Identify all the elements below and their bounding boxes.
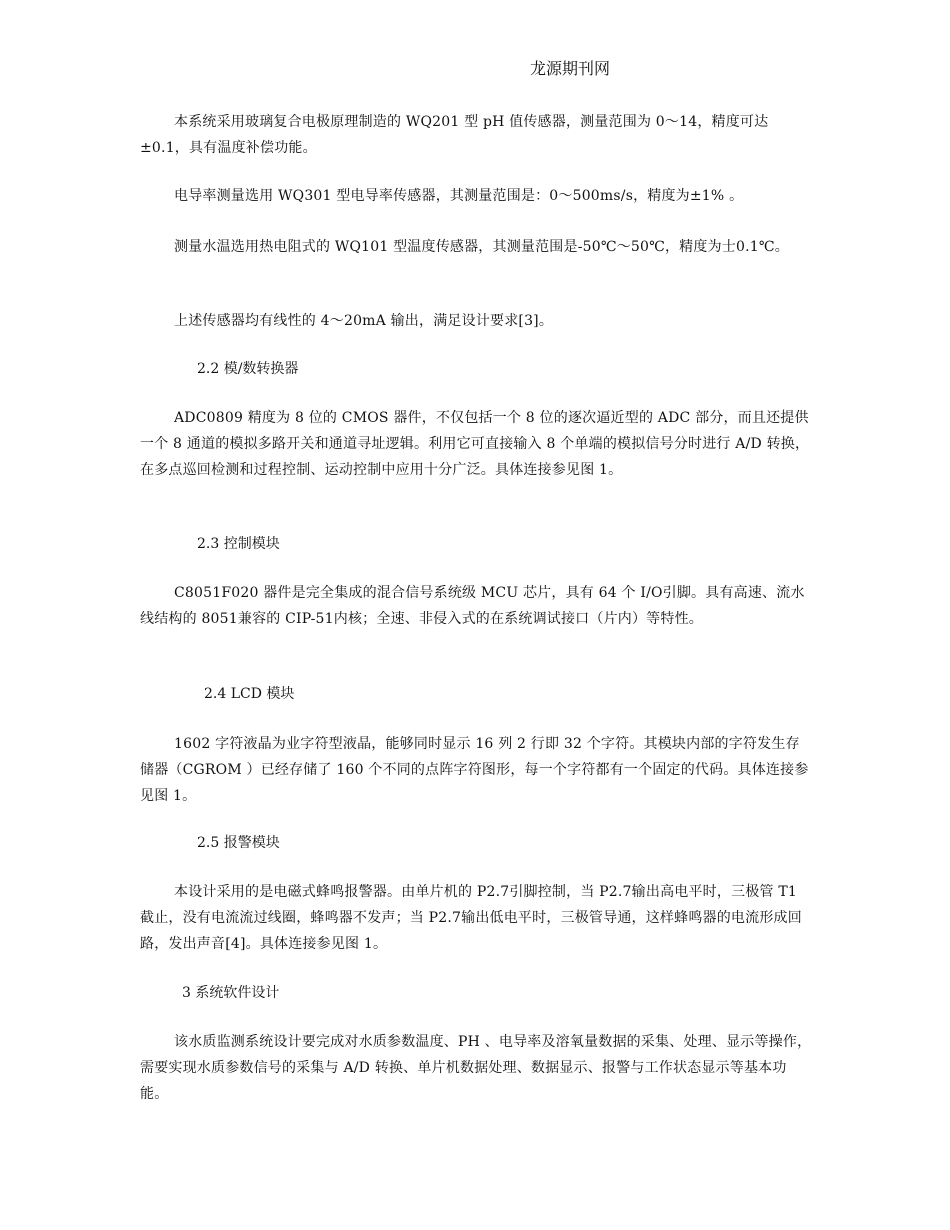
section-heading-software-design: 3 系统软件设计 <box>182 985 280 1001</box>
paragraph-adc0809: ADC0809 精度为 8 位的 CMOS 器件，不仅包括一个 8 位的逐次逼近型的 ADC 部分，而且还提供一个 8 通道的模拟多路开关和通道寻址逻辑。利用它可直接输入 8 个单端的模拟信号分时进行 A/D 转换，在多点巡回检测和过程控制、运动控制中应用十分广泛。具体连接参见图 1。 <box>140 410 810 478</box>
paragraph-sensor-output: 上述传感器均有线性的 4～20mA 输出，满足设计要求[3]。 <box>174 313 554 329</box>
paragraph-ph-sensor: 本系统采用玻璃复合电极原理制造的 WQ201 型 pH 值传感器，测量范围为 0～14，精度可达±0.1，具有温度补偿功能。 <box>140 114 769 156</box>
section-heading-lcd-module: 2.4 LCD 模块 <box>204 686 295 702</box>
paragraph-conductivity-sensor: 电导率测量选用 WQ301 型电导率传感器，其测量范围是：0～500ms/s，精度为±1% 。 <box>174 188 744 204</box>
paragraph-lcd1602: 1602 字符液晶为业字符型液晶，能够同时显示 16 列 2 行即 32 个字符。其模块内部的字符发生存储器（CGROM ）已经存储了 160 个不同的点阵字符图形，每一个字符都有一个固定的代码。具体连接参见图 1。 <box>140 736 809 804</box>
paragraph-temperature-sensor: 测量水温选用热电阻式的 WQ101 型温度传感器，其测量范围是-50℃～50℃，精度为士0.1℃。 <box>174 239 789 255</box>
paragraph-c8051f020: C8051F020 器件是完全集成的混合信号系统级 MCU 芯片，具有 64 个 I/O引脚。具有高速、流水线结构的 8051兼容的 CIP-51内核；全速、非侵入式的在系统调试接口（片内）等特性。 <box>140 585 805 627</box>
paragraph-buzzer: 本设计采用的是电磁式蜂鸣报警器。由单片机的 P2.7引脚控制，当 P2.7输出高电平时，三极管 T1 截止，没有电流流过线圈，蜂鸣器不发声；当 P2.7输出低电平时，三极管导通，这样蜂鸣器的电流形成回路，发出声音[4]。具体连接参见图 1。 <box>140 884 802 952</box>
section-heading-control-module: 2.3 控制模块 <box>197 536 280 552</box>
section-heading-ad-converter: 2.2 模/数转换器 <box>197 361 299 377</box>
section-heading-alarm-module: 2.5 报警模块 <box>197 835 280 851</box>
site-header: 龙源期刊网 <box>529 59 610 78</box>
paragraph-software-overview: 该水质监测系统设计要完成对水质参数温度、PH 、电导率及溶氧量数据的采集、处理、显示等操作，需要实现水质参数信号的采集与 A/D 转换、单片机数据处理、数据显示、报警与工作状态显示等基本功能。 <box>140 1034 812 1102</box>
